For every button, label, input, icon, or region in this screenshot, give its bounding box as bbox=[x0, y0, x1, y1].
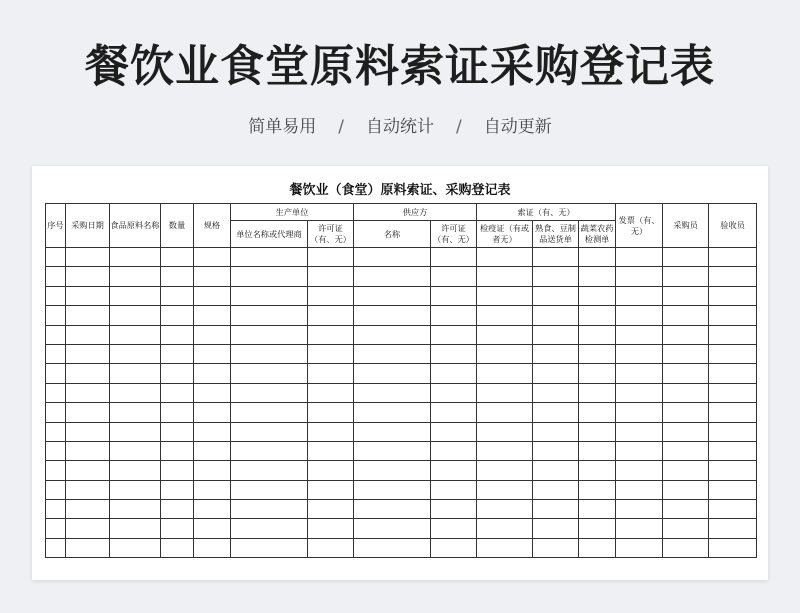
header-cert-cooked: 熟食、豆制品送货单 bbox=[533, 221, 579, 248]
table-cell[interactable] bbox=[231, 306, 308, 325]
table-cell[interactable] bbox=[66, 422, 110, 441]
table-cell[interactable] bbox=[231, 461, 308, 480]
table-cell[interactable] bbox=[161, 364, 194, 383]
table-cell[interactable] bbox=[161, 248, 194, 267]
table-cell[interactable] bbox=[194, 286, 231, 305]
table-cell[interactable] bbox=[46, 422, 66, 441]
table-cell[interactable] bbox=[110, 344, 161, 363]
header-seq: 序号 bbox=[46, 204, 66, 248]
header-producer-group: 生产单位 bbox=[231, 204, 354, 221]
header-material: 食品原料名称 bbox=[110, 204, 161, 248]
table-cell[interactable] bbox=[194, 519, 231, 538]
table-cell[interactable] bbox=[46, 325, 66, 344]
table-cell[interactable] bbox=[533, 306, 579, 325]
table-cell[interactable] bbox=[46, 286, 66, 305]
header-supplier-license: 许可证（有、无） bbox=[431, 221, 477, 248]
table-cell[interactable] bbox=[579, 248, 616, 267]
table-cell[interactable] bbox=[194, 248, 231, 267]
table-cell[interactable] bbox=[579, 306, 616, 325]
table-cell[interactable] bbox=[66, 267, 110, 286]
table-cell[interactable] bbox=[533, 364, 579, 383]
table-row bbox=[46, 325, 757, 344]
table-cell[interactable] bbox=[66, 519, 110, 538]
table-cell[interactable] bbox=[477, 422, 533, 441]
table-cell[interactable] bbox=[66, 500, 110, 519]
table-cell[interactable] bbox=[231, 325, 308, 344]
table-cell[interactable] bbox=[709, 538, 757, 557]
table-cell[interactable] bbox=[663, 306, 709, 325]
table-cell[interactable] bbox=[46, 480, 66, 499]
table-cell[interactable] bbox=[431, 519, 477, 538]
header-producer-name: 单位名称或代理商 bbox=[231, 221, 308, 248]
table-cell[interactable] bbox=[579, 344, 616, 363]
table-row bbox=[46, 519, 757, 538]
table-row bbox=[46, 422, 757, 441]
table-cell[interactable] bbox=[354, 325, 431, 344]
table-cell[interactable] bbox=[308, 422, 354, 441]
table-cell[interactable] bbox=[46, 441, 66, 460]
table-cell[interactable] bbox=[308, 480, 354, 499]
table-cell[interactable] bbox=[477, 519, 533, 538]
table-cell[interactable] bbox=[161, 267, 194, 286]
table-cell[interactable] bbox=[431, 248, 477, 267]
table-cell[interactable] bbox=[579, 461, 616, 480]
table-cell[interactable] bbox=[308, 344, 354, 363]
table-cell[interactable] bbox=[354, 344, 431, 363]
table-cell[interactable] bbox=[431, 267, 477, 286]
table-cell[interactable] bbox=[616, 267, 663, 286]
table-cell[interactable] bbox=[308, 364, 354, 383]
table-cell[interactable] bbox=[616, 480, 663, 499]
table-cell[interactable] bbox=[46, 519, 66, 538]
table-cell[interactable] bbox=[533, 344, 579, 363]
table-cell[interactable] bbox=[533, 325, 579, 344]
table-cell[interactable] bbox=[46, 403, 66, 422]
table-cell[interactable] bbox=[579, 383, 616, 402]
table-cell[interactable] bbox=[110, 306, 161, 325]
table-cell[interactable] bbox=[709, 267, 757, 286]
table-cell[interactable] bbox=[308, 325, 354, 344]
header-cert-group: 索证（有、无） bbox=[477, 204, 616, 221]
table-cell[interactable] bbox=[533, 538, 579, 557]
page-title: 餐饮业食堂原料索证采购登记表 bbox=[85, 41, 715, 92]
table-cell[interactable] bbox=[161, 344, 194, 363]
table-cell[interactable] bbox=[709, 519, 757, 538]
table-cell[interactable] bbox=[616, 403, 663, 422]
table-cell[interactable] bbox=[616, 538, 663, 557]
table-cell[interactable] bbox=[161, 519, 194, 538]
table-cell[interactable] bbox=[354, 422, 431, 441]
table-cell[interactable] bbox=[709, 403, 757, 422]
table-cell[interactable] bbox=[431, 344, 477, 363]
table-cell[interactable] bbox=[46, 306, 66, 325]
table-cell[interactable] bbox=[663, 344, 709, 363]
table-cell[interactable] bbox=[663, 286, 709, 305]
table-cell[interactable] bbox=[161, 383, 194, 402]
table-cell[interactable] bbox=[308, 441, 354, 460]
table-cell[interactable] bbox=[194, 461, 231, 480]
table-cell[interactable] bbox=[194, 383, 231, 402]
table-cell[interactable] bbox=[354, 403, 431, 422]
table-cell[interactable] bbox=[431, 383, 477, 402]
table-cell[interactable] bbox=[477, 344, 533, 363]
table-cell[interactable] bbox=[533, 441, 579, 460]
table-cell[interactable] bbox=[579, 500, 616, 519]
table-cell[interactable] bbox=[663, 364, 709, 383]
table-cell[interactable] bbox=[616, 325, 663, 344]
table-cell[interactable] bbox=[231, 519, 308, 538]
table-row bbox=[46, 441, 757, 460]
table-cell[interactable] bbox=[477, 306, 533, 325]
table-cell[interactable] bbox=[194, 480, 231, 499]
table-cell[interactable] bbox=[308, 519, 354, 538]
table-cell[interactable] bbox=[431, 325, 477, 344]
table-cell[interactable] bbox=[709, 364, 757, 383]
table-cell[interactable] bbox=[308, 538, 354, 557]
table-cell[interactable] bbox=[110, 267, 161, 286]
table-cell[interactable] bbox=[161, 403, 194, 422]
table-cell[interactable] bbox=[663, 500, 709, 519]
table-cell[interactable] bbox=[431, 403, 477, 422]
table-cell[interactable] bbox=[66, 325, 110, 344]
table-cell[interactable] bbox=[110, 538, 161, 557]
table-cell[interactable] bbox=[308, 403, 354, 422]
table-cell[interactable] bbox=[616, 500, 663, 519]
table-cell[interactable] bbox=[477, 441, 533, 460]
table-cell[interactable] bbox=[579, 538, 616, 557]
table-cell[interactable] bbox=[477, 325, 533, 344]
table-cell[interactable] bbox=[579, 441, 616, 460]
table-cell[interactable] bbox=[663, 538, 709, 557]
table-cell[interactable] bbox=[308, 248, 354, 267]
header-date: 采购日期 bbox=[66, 204, 110, 248]
table-cell[interactable] bbox=[709, 286, 757, 305]
table-cell[interactable] bbox=[110, 403, 161, 422]
table-row bbox=[46, 306, 757, 325]
table-row bbox=[46, 403, 757, 422]
table-cell[interactable] bbox=[477, 500, 533, 519]
table-cell[interactable] bbox=[579, 422, 616, 441]
feature-easy: 简单易用 bbox=[248, 117, 317, 137]
table-cell[interactable] bbox=[46, 344, 66, 363]
table-cell[interactable] bbox=[709, 248, 757, 267]
table-cell[interactable] bbox=[110, 325, 161, 344]
table-cell[interactable] bbox=[231, 403, 308, 422]
table-cell[interactable] bbox=[308, 286, 354, 305]
table-cell[interactable] bbox=[66, 441, 110, 460]
table-cell[interactable] bbox=[533, 422, 579, 441]
table-row bbox=[46, 383, 757, 402]
table-cell[interactable] bbox=[308, 267, 354, 286]
table-cell[interactable] bbox=[110, 422, 161, 441]
table-cell[interactable] bbox=[477, 461, 533, 480]
table-cell[interactable] bbox=[110, 480, 161, 499]
table-cell[interactable] bbox=[533, 286, 579, 305]
table-cell[interactable] bbox=[161, 422, 194, 441]
table-cell[interactable] bbox=[579, 364, 616, 383]
table-cell[interactable] bbox=[477, 538, 533, 557]
table-cell[interactable] bbox=[194, 422, 231, 441]
table-cell[interactable] bbox=[194, 364, 231, 383]
table-row bbox=[46, 248, 757, 267]
table-cell[interactable] bbox=[231, 383, 308, 402]
table-cell[interactable] bbox=[231, 441, 308, 460]
table-cell[interactable] bbox=[354, 306, 431, 325]
table-cell[interactable] bbox=[354, 364, 431, 383]
table-cell[interactable] bbox=[231, 267, 308, 286]
table-cell[interactable] bbox=[308, 500, 354, 519]
table-cell[interactable] bbox=[533, 383, 579, 402]
table-cell[interactable] bbox=[46, 248, 66, 267]
feature-tagline bbox=[0, 112, 800, 137]
table-cell[interactable] bbox=[616, 519, 663, 538]
table-cell[interactable] bbox=[354, 286, 431, 305]
table-cell[interactable] bbox=[663, 480, 709, 499]
table-cell[interactable] bbox=[161, 325, 194, 344]
table-cell[interactable] bbox=[663, 248, 709, 267]
registration-form-sheet bbox=[32, 166, 768, 580]
header-buyer: 采购员 bbox=[663, 204, 709, 248]
table-cell[interactable] bbox=[231, 538, 308, 557]
header-cert-vegetable: 蔬菜农药检测单 bbox=[579, 221, 616, 248]
table-cell[interactable] bbox=[354, 248, 431, 267]
table-cell[interactable] bbox=[616, 461, 663, 480]
table-cell[interactable] bbox=[709, 461, 757, 480]
table-cell[interactable] bbox=[308, 461, 354, 480]
table-cell[interactable] bbox=[431, 461, 477, 480]
table-cell[interactable] bbox=[477, 286, 533, 305]
table-cell[interactable] bbox=[431, 364, 477, 383]
table-cell[interactable] bbox=[579, 519, 616, 538]
table-cell[interactable] bbox=[663, 461, 709, 480]
table-cell[interactable] bbox=[616, 248, 663, 267]
table-cell[interactable] bbox=[663, 403, 709, 422]
feature-auto-update: 自动更新 bbox=[483, 117, 552, 137]
header-inspector: 验收员 bbox=[709, 204, 757, 248]
table-cell[interactable] bbox=[477, 364, 533, 383]
table-cell[interactable] bbox=[66, 480, 110, 499]
table-cell[interactable] bbox=[431, 286, 477, 305]
table-cell[interactable] bbox=[616, 306, 663, 325]
table-cell[interactable] bbox=[431, 538, 477, 557]
table-cell[interactable] bbox=[46, 383, 66, 402]
table-cell[interactable] bbox=[533, 519, 579, 538]
table-cell[interactable] bbox=[231, 500, 308, 519]
table-row bbox=[46, 344, 757, 363]
table-cell[interactable] bbox=[477, 248, 533, 267]
table-cell[interactable] bbox=[194, 267, 231, 286]
table-cell[interactable] bbox=[709, 422, 757, 441]
table-cell[interactable] bbox=[194, 403, 231, 422]
table-cell[interactable] bbox=[431, 422, 477, 441]
table-cell[interactable] bbox=[110, 364, 161, 383]
table-cell[interactable] bbox=[579, 267, 616, 286]
table-cell[interactable] bbox=[616, 422, 663, 441]
table-cell[interactable] bbox=[66, 538, 110, 557]
table-cell[interactable] bbox=[66, 344, 110, 363]
table-cell[interactable] bbox=[161, 500, 194, 519]
table-cell[interactable] bbox=[709, 344, 757, 363]
header-cert-quarantine: 检疫证（有或者无） bbox=[477, 221, 533, 248]
table-cell[interactable] bbox=[66, 248, 110, 267]
table-cell[interactable] bbox=[579, 325, 616, 344]
header-quantity: 数量 bbox=[161, 204, 194, 248]
table-cell[interactable] bbox=[533, 267, 579, 286]
table-body bbox=[46, 248, 757, 558]
table-cell[interactable] bbox=[533, 480, 579, 499]
table-cell[interactable] bbox=[663, 441, 709, 460]
table-cell[interactable] bbox=[66, 461, 110, 480]
table-cell[interactable] bbox=[709, 441, 757, 460]
table-cell[interactable] bbox=[231, 248, 308, 267]
table-cell[interactable] bbox=[354, 500, 431, 519]
table-cell[interactable] bbox=[354, 480, 431, 499]
table-cell[interactable] bbox=[533, 461, 579, 480]
header-supplier-group: 供应方 bbox=[354, 204, 477, 221]
table-cell[interactable] bbox=[616, 286, 663, 305]
table-cell[interactable] bbox=[194, 344, 231, 363]
table-cell[interactable] bbox=[194, 306, 231, 325]
table-cell[interactable] bbox=[46, 267, 66, 286]
table-cell[interactable] bbox=[308, 306, 354, 325]
table-cell[interactable] bbox=[709, 306, 757, 325]
table-cell[interactable] bbox=[110, 461, 161, 480]
table-cell[interactable] bbox=[533, 500, 579, 519]
separator: / bbox=[338, 117, 344, 137]
table-cell[interactable] bbox=[354, 383, 431, 402]
table-cell[interactable] bbox=[709, 500, 757, 519]
table-cell[interactable] bbox=[579, 286, 616, 305]
table-cell[interactable] bbox=[533, 248, 579, 267]
table-cell[interactable] bbox=[709, 325, 757, 344]
table-cell[interactable] bbox=[66, 306, 110, 325]
table-cell[interactable] bbox=[194, 325, 231, 344]
table-cell[interactable] bbox=[431, 480, 477, 499]
table-cell[interactable] bbox=[161, 480, 194, 499]
table-cell[interactable] bbox=[354, 267, 431, 286]
table-row bbox=[46, 267, 757, 286]
table-cell[interactable] bbox=[431, 306, 477, 325]
table-cell[interactable] bbox=[231, 286, 308, 305]
table-cell[interactable] bbox=[110, 519, 161, 538]
table-cell[interactable] bbox=[161, 461, 194, 480]
table-cell[interactable] bbox=[110, 441, 161, 460]
form-title: 餐饮业（食堂）原料索证、采购登记表 bbox=[289, 183, 511, 198]
table-cell[interactable] bbox=[161, 306, 194, 325]
table-cell[interactable] bbox=[354, 441, 431, 460]
table-cell[interactable] bbox=[431, 441, 477, 460]
table-header bbox=[46, 204, 757, 248]
registration-table bbox=[45, 203, 757, 558]
table-cell[interactable] bbox=[616, 364, 663, 383]
table-cell[interactable] bbox=[354, 519, 431, 538]
table-row bbox=[46, 364, 757, 383]
header-producer-license: 许可证（有、无） bbox=[308, 221, 354, 248]
table-cell[interactable] bbox=[709, 480, 757, 499]
table-cell[interactable] bbox=[477, 267, 533, 286]
table-row bbox=[46, 538, 757, 557]
header-spec: 规格 bbox=[194, 204, 231, 248]
table-cell[interactable] bbox=[194, 441, 231, 460]
table-cell[interactable] bbox=[663, 267, 709, 286]
table-cell[interactable] bbox=[533, 403, 579, 422]
table-cell[interactable] bbox=[616, 441, 663, 460]
table-cell[interactable] bbox=[66, 383, 110, 402]
table-cell[interactable] bbox=[161, 538, 194, 557]
table-cell[interactable] bbox=[194, 500, 231, 519]
table-cell[interactable] bbox=[46, 364, 66, 383]
table-row bbox=[46, 461, 757, 480]
table-cell[interactable] bbox=[477, 383, 533, 402]
table-cell[interactable] bbox=[709, 383, 757, 402]
table-cell[interactable] bbox=[231, 422, 308, 441]
table-row bbox=[46, 500, 757, 519]
table-cell[interactable] bbox=[354, 461, 431, 480]
table-cell[interactable] bbox=[231, 344, 308, 363]
table-cell[interactable] bbox=[663, 383, 709, 402]
table-cell[interactable] bbox=[579, 480, 616, 499]
table-cell[interactable] bbox=[46, 538, 66, 557]
separator: / bbox=[456, 117, 462, 137]
table-cell[interactable] bbox=[354, 538, 431, 557]
table-cell[interactable] bbox=[110, 286, 161, 305]
table-cell[interactable] bbox=[663, 325, 709, 344]
table-cell[interactable] bbox=[66, 403, 110, 422]
table-row bbox=[46, 286, 757, 305]
table-cell[interactable] bbox=[161, 286, 194, 305]
table-cell[interactable] bbox=[616, 383, 663, 402]
table-cell[interactable] bbox=[110, 500, 161, 519]
table-cell[interactable] bbox=[308, 383, 354, 402]
header-invoice: 发票（有、无） bbox=[616, 204, 663, 248]
table-cell[interactable] bbox=[46, 461, 66, 480]
table-cell[interactable] bbox=[477, 480, 533, 499]
table-cell[interactable] bbox=[46, 500, 66, 519]
table-cell[interactable] bbox=[431, 500, 477, 519]
table-cell[interactable] bbox=[110, 248, 161, 267]
table-cell[interactable] bbox=[477, 403, 533, 422]
table-cell[interactable] bbox=[579, 403, 616, 422]
table-cell[interactable] bbox=[66, 286, 110, 305]
table-cell[interactable] bbox=[231, 480, 308, 499]
table-cell[interactable] bbox=[161, 441, 194, 460]
table-cell[interactable] bbox=[194, 538, 231, 557]
table-cell[interactable] bbox=[66, 364, 110, 383]
feature-auto-stats: 自动统计 bbox=[366, 117, 434, 137]
table-cell[interactable] bbox=[663, 422, 709, 441]
table-cell[interactable] bbox=[231, 364, 308, 383]
header-supplier-name: 名称 bbox=[354, 221, 431, 248]
table-cell[interactable] bbox=[616, 344, 663, 363]
table-row bbox=[46, 480, 757, 499]
table-cell[interactable] bbox=[110, 383, 161, 402]
table-cell[interactable] bbox=[663, 519, 709, 538]
